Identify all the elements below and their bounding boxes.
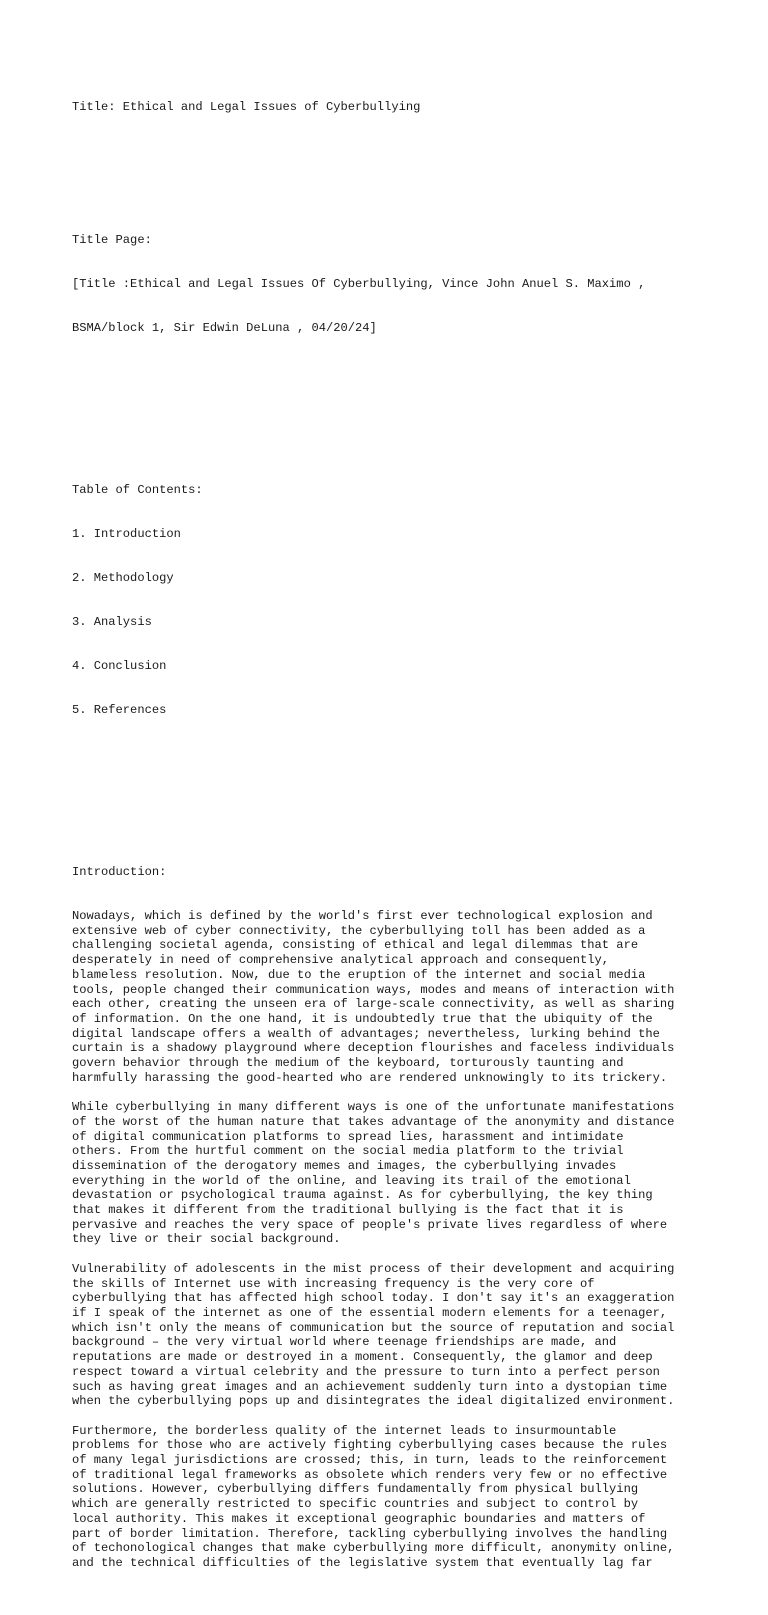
paragraph-line: devastation or psychological trauma against. As for cyberbullying, the key thing <box>72 1188 653 1203</box>
paragraph-line: blameless resolution. Now, due to the eruption of the internet and social media <box>72 967 646 982</box>
body-paragraph <box>72 1424 712 1571</box>
introduction-section <box>72 836 712 1601</box>
paragraph-line: solutions. However, cyberbullying differs fundamentally from physical bullying <box>72 1482 639 1497</box>
blank-line <box>72 394 712 409</box>
paragraph-line: respect toward a virtual celebrity and the pressure to turn into a perfect person <box>72 1364 660 1379</box>
paragraph-line: of the worst of the human nature that takes advantage of the anonymity and distance <box>72 1114 675 1129</box>
paragraph-line: each other, creating the unseen era of large-scale connectivity, as well as sharing <box>72 997 675 1012</box>
paragraph-line: Furthermore, the borderless quality of the internet leads to insurmountable <box>72 1423 617 1438</box>
paragraph-line: digital landscape offers a wealth of advantages; nevertheless, lurking behind the <box>72 1026 660 1041</box>
paragraph-line: that makes it different from the traditional bullying is the fact that it is <box>72 1203 624 1218</box>
title-page-section <box>72 203 712 365</box>
title-page-heading: Title Page: <box>72 232 152 247</box>
document-title: Title: Ethical and Legal Issues of Cyberbullying <box>72 100 421 115</box>
paragraph-line: the skills of Internet use with increasing frequency is the very core of <box>72 1276 595 1291</box>
introduction-heading: Introduction: <box>72 864 167 879</box>
blank-line <box>72 1085 712 1100</box>
blank-line <box>72 145 712 160</box>
toc-item-references: 5. References <box>72 703 167 718</box>
paragraph-line: challenging societal agenda, consisting of ethical and legal dilemmas that are <box>72 938 639 953</box>
toc-heading: Table of Contents: <box>72 482 203 497</box>
paragraph-line: dissemination of the derogatory memes and images, the cyberbullying invades <box>72 1158 617 1173</box>
title-page-line: BSMA/block 1, Sir Edwin DeLuna , 04/20/24] <box>72 320 377 335</box>
paragraph-line: While cyberbullying in many different ways is one of the unfortunate manifestations <box>72 1100 675 1115</box>
paragraph-line: govern behavior through the medium of the keyboard, torturously taunting and <box>72 1056 624 1071</box>
paragraph-line: they live or their social background. <box>72 1232 341 1247</box>
paragraph-line: of many legal jurisdictions are crossed; this, in turn, leads to the reinforcement <box>72 1453 668 1467</box>
body-paragraph <box>72 909 712 1085</box>
document-page <box>72 71 712 1615</box>
paragraph-line: curtain is a shadowy playground where deception flourishes and faceless individuals <box>72 1041 675 1056</box>
paragraph-line: reputations are made or destroyed in a moment. Consequently, the glamor and deep <box>72 1350 653 1365</box>
paragraph-line: extensive web of cyber connectivity, the cyberbullying toll has been added as a <box>72 923 646 938</box>
blank-line <box>72 1247 712 1262</box>
toc-item-conclusion: 4. Conclusion <box>72 659 167 674</box>
paragraph-line: Nowadays, which is defined by the world's first ever technological explosion and <box>72 909 653 924</box>
paragraph-line: local authority. This makes it exceptional geographic boundaries and matters of <box>72 1511 646 1526</box>
paragraph-line: if I speak of the internet as one of the essential modern elements for a teenager, <box>72 1305 668 1320</box>
toc-item-introduction: 1. Introduction <box>72 526 181 541</box>
paragraph-line: Vulnerability of adolescents in the mist process of their development and acquiring <box>72 1261 675 1276</box>
paragraph-line: desperately in need of comprehensive analytical approach and consequently, <box>72 953 610 968</box>
paragraph-line: cyberbullying that has affected high school today. I don't say it's an exaggeration <box>72 1291 675 1306</box>
paragraph-line: which are generally restricted to specific countries and subject to control by <box>72 1497 639 1512</box>
paragraph-line: of information. On the one hand, it is undoubtedly true that the ubiquity of the <box>72 1011 653 1026</box>
introduction-paragraphs <box>72 909 712 1571</box>
paragraph-line: when the cyberbullying pops up and disintegrates the ideal digitalized environment. <box>72 1394 675 1409</box>
paragraph-line: and the technical difficulties of the legislative system that eventually lag far <box>72 1555 653 1570</box>
body-paragraph <box>72 1262 712 1409</box>
paragraph-line: others. From the hurtful comment on the social media platform to the trivial <box>72 1144 624 1159</box>
paragraph-line: of traditional legal frameworks as obsolete which renders very few or no effective <box>72 1467 668 1482</box>
paragraph-line: part of border limitation. Therefore, tackling cyberbullying involves the handling <box>72 1526 668 1541</box>
body-paragraph <box>72 1100 712 1247</box>
blank-line <box>72 1409 712 1424</box>
paragraph-line: pervasive and reaches the very space of people's private lives regardless of where <box>72 1217 668 1232</box>
paragraph-line: harmfully harassing the good-hearted who are rendered unknowingly to its trickery. <box>72 1070 668 1085</box>
table-of-contents <box>72 453 712 747</box>
paragraph-line: everything in the world of the online, and leaving its trail of the emotional <box>72 1173 631 1188</box>
toc-item-analysis: 3. Analysis <box>72 614 152 629</box>
paragraph-line: of techonological changes that make cyberbullying more difficult, anonymity online, <box>72 1541 675 1556</box>
paragraph-line: tools, people changed their communication ways, modes and means of interaction with <box>72 982 675 997</box>
toc-item-methodology: 2. Methodology <box>72 570 174 585</box>
paragraph-line: problems for those who are actively fighting cyberbullying cases because the rules <box>72 1438 668 1453</box>
paragraph-line: background – the very virtual world where teenage friendships are made, and <box>72 1335 617 1350</box>
paragraph-line: of digital communication platforms to spread lies, harassment and intimidate <box>72 1129 624 1144</box>
paragraph-line: which isn't only the means of communication but the source of reputation and social <box>72 1320 675 1335</box>
blank-line <box>72 777 712 792</box>
title-page-line: [Title :Ethical and Legal Issues Of Cyberbullying, Vince John Anuel S. Maximo , <box>72 276 646 291</box>
paragraph-line: such as having great images and an achievement suddenly turn into a dystopian time <box>72 1379 668 1394</box>
